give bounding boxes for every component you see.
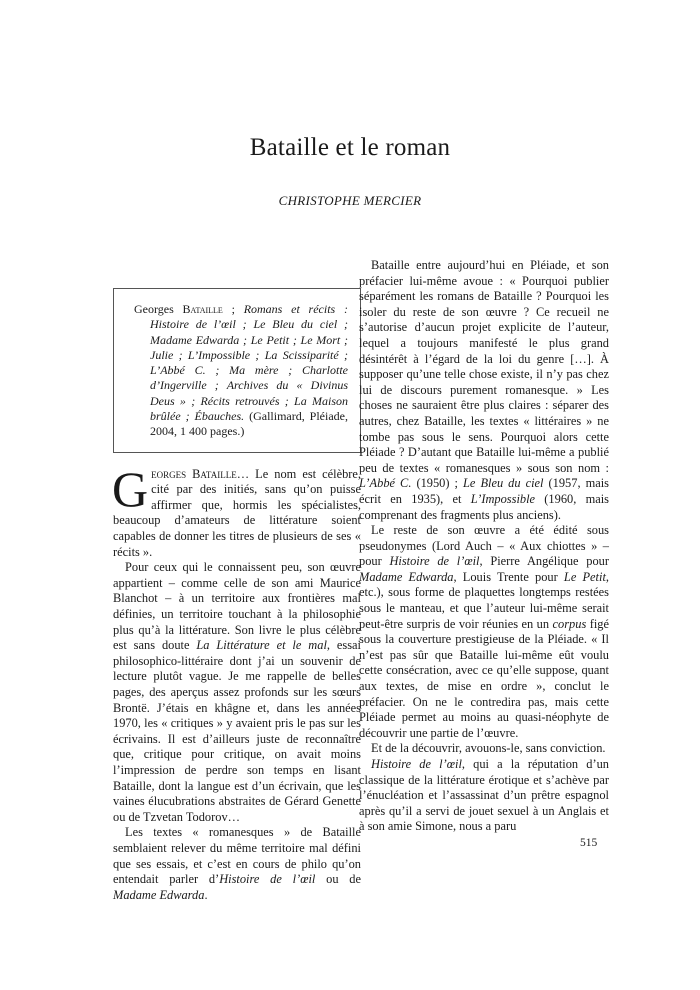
paragraph: Georges Bataille… Le nom est célèbre, cité par des initiés, sans qu’on puisse affirmer que, hormis les spécialistes, beaucoup d’amateurs de littérature soient capables de donner les titres de plusieurs de ses « récits ».: [112, 460, 361, 559]
page-number: 515: [580, 837, 598, 849]
paragraph: Bataille entre aujourd’hui en Pléiade, et son préfacier lui-même avoue : « Pourquoi publier séparément les romans de Bataille ? Pourquoi les isoler du reste de son œuvre ? Ce recueil ne s’autorise d’aucun projet explicite de l’auteur, lequel a toujours manifesté le plus grand désintérêt à l’égard de la loi du genre […]. À supposer qu’une telle chose existe, il n’y pas chez lui de discours purement romanesque. » Les choses ne sauraient être plus claires : séparer des autres, chez Bataille, les textes « littéraires » ne tombe pas sous le sens. Pourquoi alors cette Pléiade ? D’autant que Bataille lui-même a publié peu de textes « romanesques » sous son nom : L’Abbé C. (1950) ; Le Bleu du ciel (1957, mais écrit en 1935), et L’Impossible (1960, mais comprenant des fragments plus anciens).: [359, 258, 609, 522]
paragraph: Le reste de son œuvre a été édité sous pseudonymes (Lord Auch – « Aux chiottes » – pour Histoire de l’œil, Pierre Angélique pour Madame Edwarda, Louis Trente pour Le Petit, etc.), sous forme de plaquettes longtemps restées sous le manteau, et que l’auteur lui-même serait peut-être surpris de voir réunies en un corpus figé sous la couverture prestigieuse de la Pléiade. « Il n’est pas sûr que Bataille lui-même eût voulu cette consécration, avec ce qu’elle suppose, quant aux textes, de mise en ordre », conclut le préfacier. On ne le contredira pas, mais cette Pléiade permet au moins au quasi-néophyte de découvrir une partie de l’œuvre.: [359, 523, 609, 740]
paragraph: Pour ceux qui le connaissent peu, son œuvre appartient – comme celle de son ami Maurice Blanchot – à un territoire aux frontières mal définies, un territoire touchant à la philosophie plus qu’à la littérature. Son livre le plus célèbre est sans doute La Littérature et le mal, essai philosophico-littéraire dont j’ai un souvenir de lecture plutôt vague. Je me rappelle de belles pages, des aperçus assez profonds sur les sœurs Brontë. J’étais en khâgne et, dans les années 1970, les « critiques » y avaient pris le pas sur les écrivains. Il est d’ailleurs juste de reconnaître que, critique pour critique, on avait moins l’impression de perdre son temps en lisant Bataille, dont la langue est d’un écrivain, que les vaines élucubrations abstraites de Gérard Genette ou de Tzvetan Todorov…: [113, 560, 361, 824]
drop-cap: G: [112, 460, 149, 517]
reference-author-name: Bataille: [182, 302, 223, 316]
reference-works-title: Romans et récits : Histoire de l’œil ; Le Bleu du ciel ; Madame Edwarda ; Le Petit ; Le Mort ; Julie ; L’Impossible ; La Scissiparité ; L’Abbé C. ; Ma mère ; Charlotte d’Ingerville ; Archives du « Divinus Deus » ; Récits retrouvés ; La Maison brûlée ; Ébauches.: [150, 302, 348, 424]
paragraph: Histoire de l’œil, qui a la réputation d’un classique de la littérature érotique et s’achève par l’énucléation et l’assassinat d’un prêtre espagnol après qu’il a servi de jouet sexuel à un Anglais et à son amie Simone, nous a paru: [359, 757, 609, 834]
left-column: [113, 255, 361, 903]
paragraph: Les textes « romanesques » de Bataille semblaient relever du même territoire mal défini que ses essais, et c’est en cours de philo qu’on entendait parler d’Histoire de l’œil ou de Madame Edwarda.: [113, 825, 361, 902]
article-author: CHRISTOPHE MERCIER: [278, 193, 422, 208]
article-title: Bataille et le roman: [249, 134, 451, 161]
right-column: [359, 258, 609, 835]
reference-publisher: (Gallimard, Pléiade, 2004, 1 400 pages.): [150, 409, 348, 439]
book-reference: Georges Bataille ; Romans et récits : Histoire de l’œil ; Le Bleu du ciel ; Madame Edwarda ; Le Petit ; Le Mort ; Julie ; L’Impossible ; La Scissiparité ; L’Abbé C. ; Ma mère ; Charlotte d’Ingerville ; Archives du « Divinus Deus » ; Récits retrouvés ; La Maison brûlée ; Ébauches. (Gallimard, Pléiade, 2004, 1 400 pages.): [134, 302, 348, 439]
book-reference-box: [113, 288, 361, 453]
paragraph: Et de la découvrir, avouons-le, sans conviction.: [371, 741, 606, 756]
